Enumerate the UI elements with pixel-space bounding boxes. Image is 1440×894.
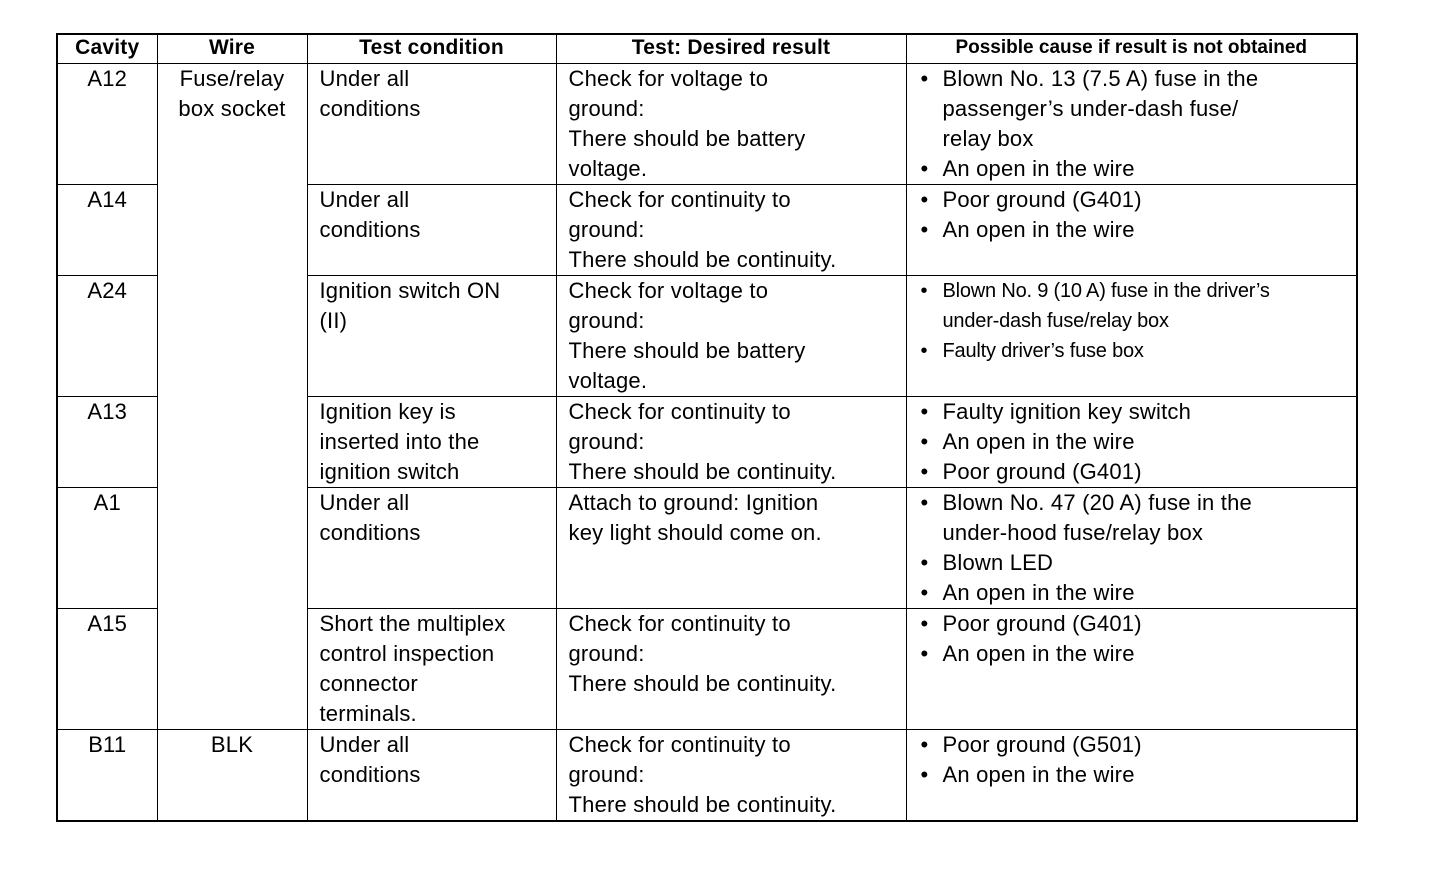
result-line: ground: bbox=[568, 762, 645, 787]
cavity-cell: A24 bbox=[57, 276, 157, 397]
result-line: ground: bbox=[568, 96, 645, 121]
cause-line: • Blown LED bbox=[942, 550, 1054, 575]
condition-line: conditions bbox=[319, 520, 421, 545]
result-line: ground: bbox=[568, 217, 645, 242]
test-condition-cell bbox=[307, 397, 556, 488]
cause-line: • Poor ground (G401) bbox=[942, 459, 1142, 484]
cavity-cell: A12 bbox=[57, 64, 157, 185]
cause-line: • Poor ground (G501) bbox=[942, 732, 1142, 757]
condition-line: connector bbox=[319, 671, 418, 696]
test-condition-cell bbox=[307, 64, 556, 185]
result-line: ground: bbox=[568, 641, 645, 666]
cavity-cell: A1 bbox=[57, 488, 157, 609]
cause-item bbox=[917, 609, 1353, 639]
desired-result-cell bbox=[556, 397, 906, 488]
table-row bbox=[57, 64, 1357, 185]
header-wire: Wire bbox=[157, 34, 307, 64]
cause-line: • An open in the wire bbox=[942, 156, 1135, 181]
cause-line: relay box bbox=[942, 126, 1034, 151]
desired-result-cell bbox=[556, 276, 906, 397]
cause-item bbox=[917, 185, 1353, 215]
cause-item bbox=[917, 488, 1353, 548]
cause-list bbox=[917, 185, 1353, 245]
desired-result-cell bbox=[556, 730, 906, 822]
wire-cell-blk: BLK bbox=[157, 730, 307, 822]
desired-result-cell bbox=[556, 64, 906, 185]
possible-cause-cell bbox=[906, 609, 1357, 730]
cause-line: • An open in the wire bbox=[942, 762, 1135, 787]
result-line: There should be continuity. bbox=[568, 792, 837, 817]
cause-item bbox=[917, 154, 1353, 184]
cause-line: • An open in the wire bbox=[942, 580, 1135, 605]
desired-result-cell bbox=[556, 185, 906, 276]
cause-item bbox=[917, 548, 1353, 578]
cause-line: under-dash fuse/relay box bbox=[942, 310, 1169, 332]
test-condition-cell bbox=[307, 730, 556, 822]
possible-cause-cell bbox=[906, 397, 1357, 488]
cause-list bbox=[917, 609, 1353, 669]
result-line: There should be continuity. bbox=[568, 459, 837, 484]
cause-item bbox=[917, 64, 1353, 154]
cause-line: • Poor ground (G401) bbox=[942, 611, 1142, 636]
connector-test-table bbox=[56, 33, 1358, 822]
test-condition-cell bbox=[307, 609, 556, 730]
wire-label-line: box socket bbox=[178, 96, 286, 121]
result-line: key light should come on. bbox=[568, 520, 822, 545]
condition-line: Under all bbox=[319, 66, 410, 91]
condition-line: ignition switch bbox=[319, 459, 460, 484]
condition-line: terminals. bbox=[319, 701, 417, 726]
result-line: There should be continuity. bbox=[568, 247, 837, 272]
test-condition-cell bbox=[307, 185, 556, 276]
result-line: voltage. bbox=[568, 368, 648, 393]
cause-line: • Blown No. 13 (7.5 A) fuse in the bbox=[942, 66, 1259, 91]
result-line: ground: bbox=[568, 429, 645, 454]
possible-cause-cell bbox=[906, 185, 1357, 276]
cause-line: • Faulty ignition key switch bbox=[942, 399, 1192, 424]
result-line: voltage. bbox=[568, 156, 648, 181]
header-test-condition: Test condition bbox=[307, 34, 556, 64]
result-line: There should be continuity. bbox=[568, 671, 837, 696]
wire-label-line: Fuse/relay bbox=[179, 66, 285, 91]
cause-item bbox=[917, 639, 1353, 669]
cavity-cell: B11 bbox=[57, 730, 157, 822]
result-line: Attach to ground: Ignition bbox=[568, 490, 819, 515]
header-desired-result: Test: Desired result bbox=[556, 34, 906, 64]
header-possible-cause: Possible cause if result is not obtained bbox=[906, 34, 1357, 64]
condition-line: inserted into the bbox=[319, 429, 480, 454]
possible-cause-cell bbox=[906, 64, 1357, 185]
result-line: ground: bbox=[568, 308, 645, 333]
cause-list bbox=[917, 730, 1353, 790]
result-line: Check for voltage to bbox=[568, 66, 769, 91]
cavity-cell: A13 bbox=[57, 397, 157, 488]
possible-cause-cell bbox=[906, 276, 1357, 397]
possible-cause-cell bbox=[906, 730, 1357, 822]
condition-line: Under all bbox=[319, 490, 410, 515]
cause-item bbox=[917, 336, 1353, 366]
result-line: There should be battery bbox=[568, 126, 806, 151]
test-condition-cell bbox=[307, 488, 556, 609]
header-cavity: Cavity bbox=[57, 34, 157, 64]
result-line: Check for voltage to bbox=[568, 278, 769, 303]
cause-item bbox=[917, 276, 1353, 336]
condition-line: conditions bbox=[319, 217, 421, 242]
table-row bbox=[57, 730, 1357, 822]
cause-item bbox=[917, 427, 1353, 457]
cause-line: • Blown No. 9 (10 A) fuse in the driver’s bbox=[942, 280, 1270, 302]
cause-item bbox=[917, 760, 1353, 790]
cause-line: • Blown No. 47 (20 A) fuse in the bbox=[942, 490, 1252, 515]
condition-line: Ignition key is bbox=[319, 399, 456, 424]
cause-line: passenger’s under-dash fuse/ bbox=[942, 96, 1239, 121]
desired-result-cell bbox=[556, 609, 906, 730]
result-line: Check for continuity to bbox=[568, 187, 791, 212]
cause-line: • Poor ground (G401) bbox=[942, 187, 1142, 212]
cause-line: • An open in the wire bbox=[942, 429, 1135, 454]
cavity-cell: A14 bbox=[57, 185, 157, 276]
cause-item bbox=[917, 215, 1353, 245]
cause-item bbox=[917, 397, 1353, 427]
test-condition-cell bbox=[307, 276, 556, 397]
cause-line: • An open in the wire bbox=[942, 641, 1135, 666]
result-line: Check for continuity to bbox=[568, 611, 791, 636]
cause-line: under-hood fuse/relay box bbox=[942, 520, 1204, 545]
condition-line: conditions bbox=[319, 762, 421, 787]
result-line: There should be battery bbox=[568, 338, 806, 363]
cause-line: • An open in the wire bbox=[942, 217, 1135, 242]
condition-line: Under all bbox=[319, 732, 410, 757]
cause-item bbox=[917, 730, 1353, 760]
condition-line: Ignition switch ON bbox=[319, 278, 501, 303]
condition-line: conditions bbox=[319, 96, 421, 121]
condition-line: Under all bbox=[319, 187, 410, 212]
cause-list bbox=[917, 488, 1353, 608]
desired-result-cell bbox=[556, 488, 906, 609]
condition-line: Short the multiplex bbox=[319, 611, 506, 636]
cause-list bbox=[917, 64, 1353, 184]
wire-cell-fuse-relay bbox=[157, 64, 307, 730]
cause-list bbox=[917, 397, 1353, 487]
cause-item bbox=[917, 457, 1353, 487]
condition-line: control inspection bbox=[319, 641, 495, 666]
cause-line: • Faulty driver’s fuse box bbox=[942, 340, 1144, 362]
condition-line: (II) bbox=[319, 308, 348, 333]
result-line: Check for continuity to bbox=[568, 399, 791, 424]
result-line: Check for continuity to bbox=[568, 732, 791, 757]
cavity-cell: A15 bbox=[57, 609, 157, 730]
table-header-row bbox=[57, 34, 1357, 64]
possible-cause-cell bbox=[906, 488, 1357, 609]
cause-list bbox=[917, 276, 1353, 366]
cause-item bbox=[917, 578, 1353, 608]
